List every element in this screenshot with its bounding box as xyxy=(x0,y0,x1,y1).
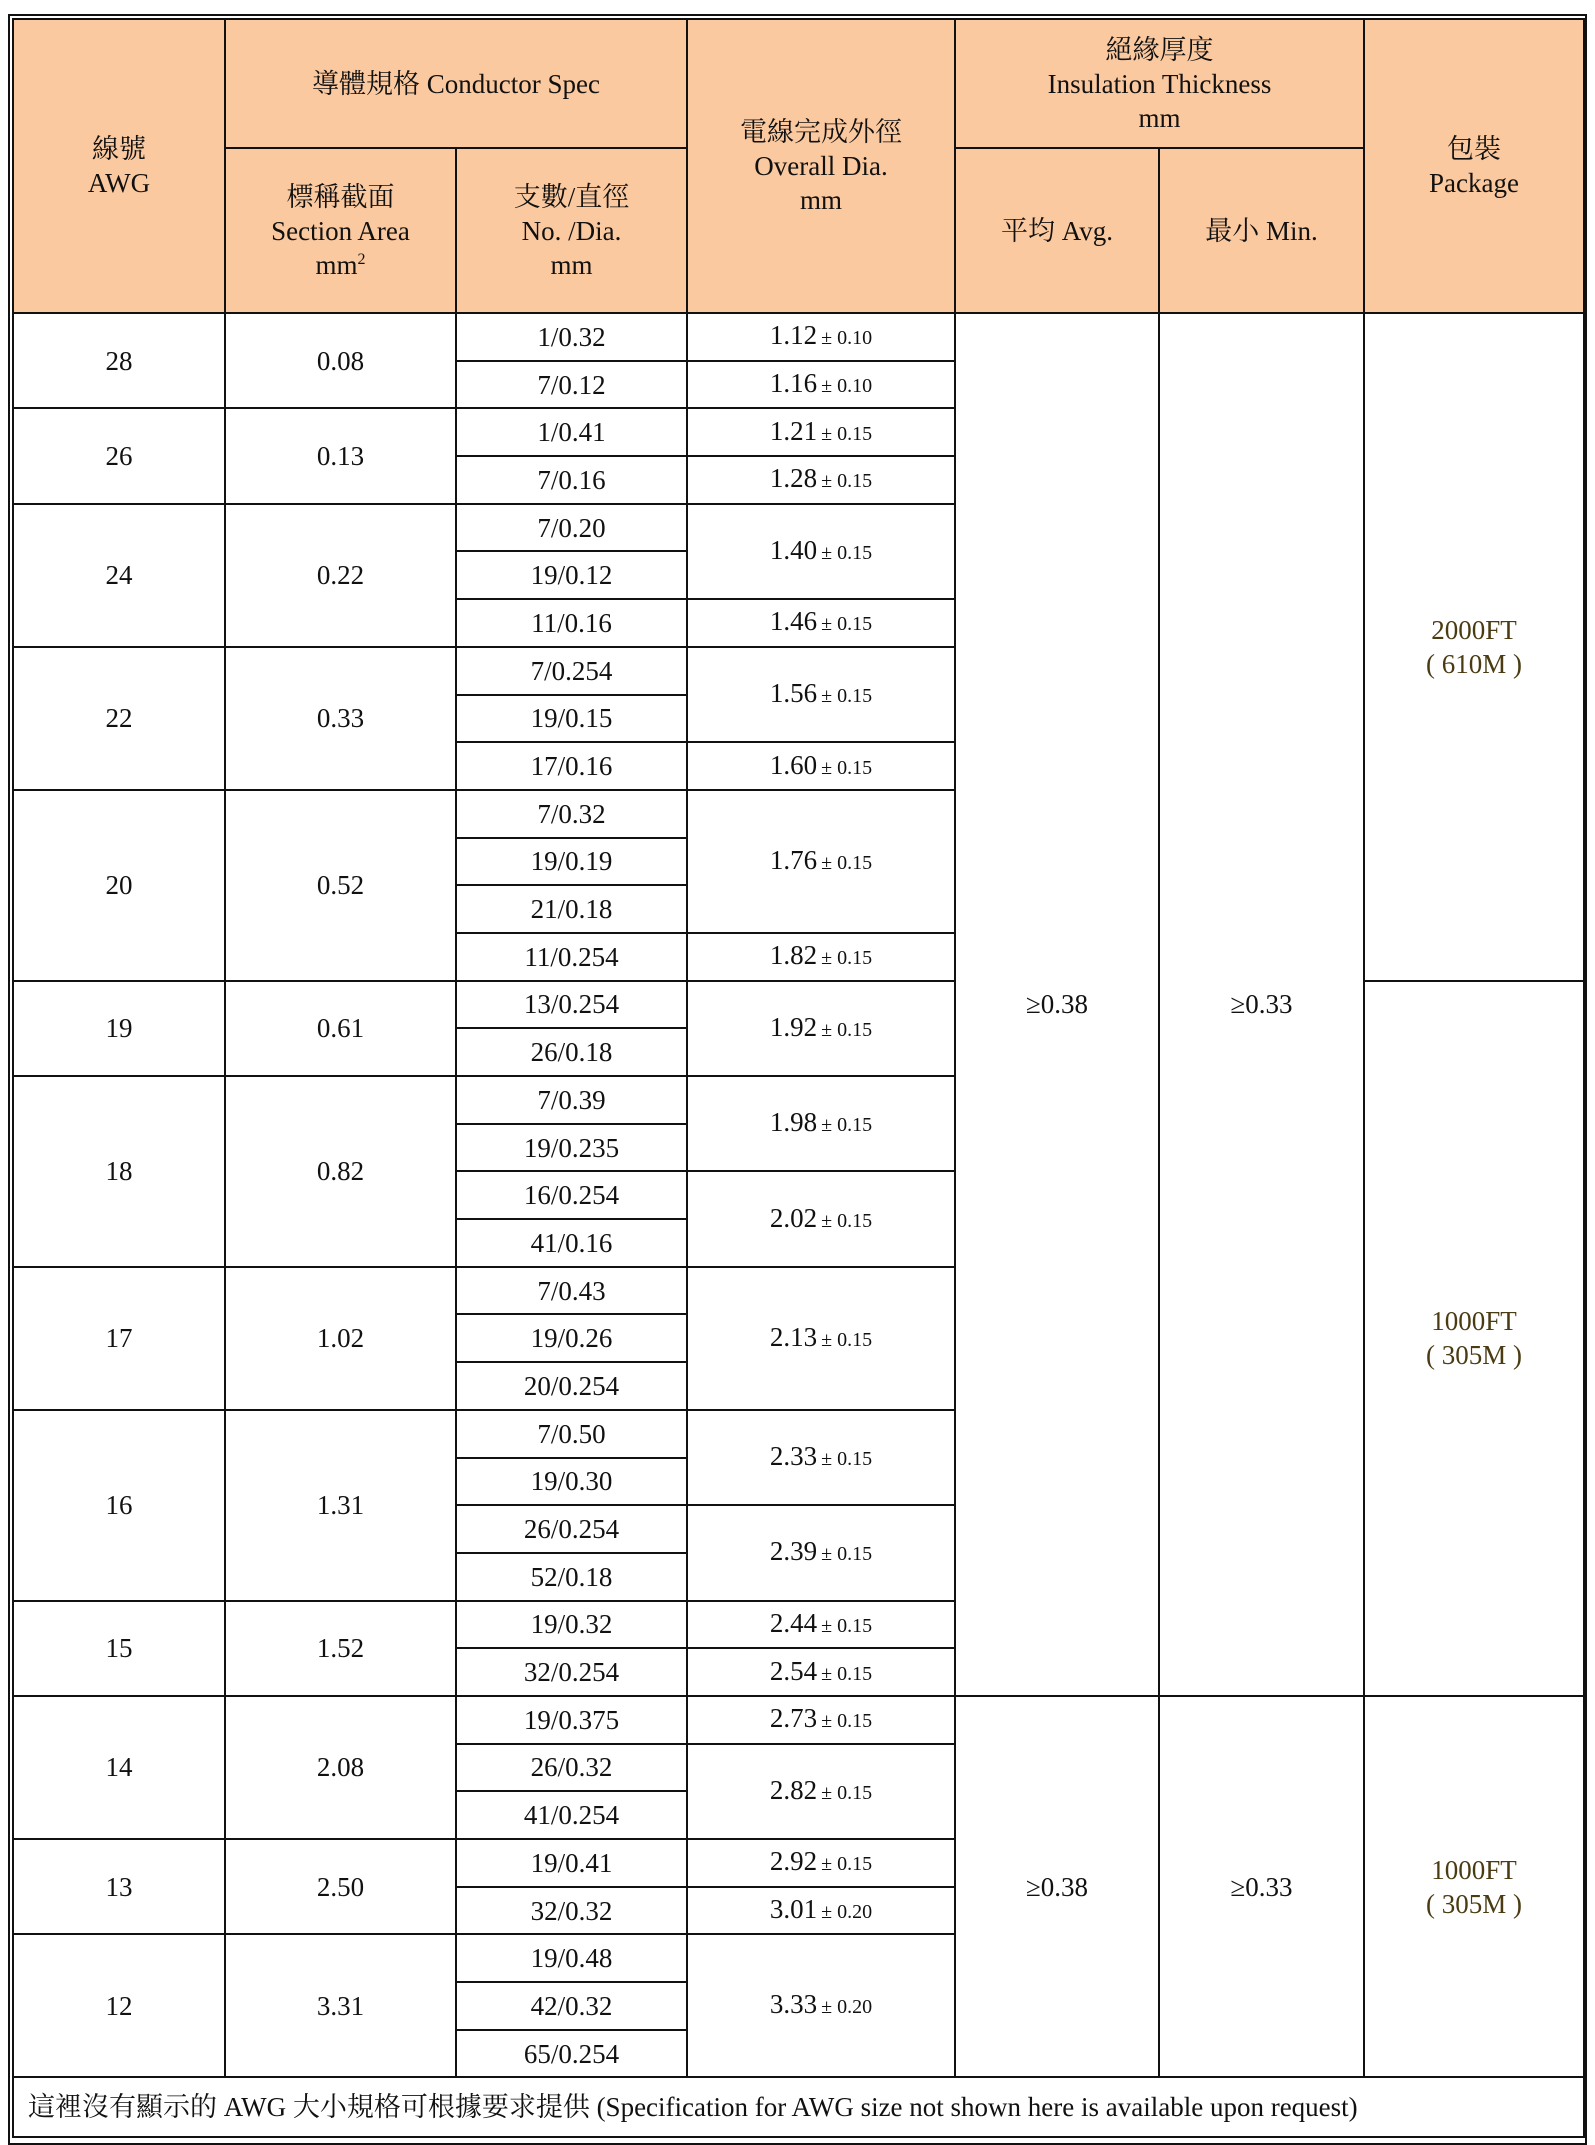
overall-dia-tolerance: ± 0.15 xyxy=(821,541,873,564)
avg-header: 平均 Avg. xyxy=(955,148,1159,313)
overall-dia-value: 1.28 xyxy=(769,463,818,494)
overall-dia-tolerance: ± 0.15 xyxy=(821,1853,873,1876)
strand-cell: 41/0.254 xyxy=(456,1791,687,1839)
footer-row xyxy=(13,2077,1584,2137)
awg-cell: 26 xyxy=(13,408,225,503)
overall-dia-value: 2.54 xyxy=(769,1655,818,1686)
overall-dia-value: 1.12 xyxy=(769,320,818,351)
overall-dia-tolerance: ± 0.15 xyxy=(821,1018,873,1041)
section-area-cell: 1.52 xyxy=(225,1601,456,1696)
overall-dia-tolerance: ± 0.15 xyxy=(821,1114,873,1137)
insulation-header xyxy=(955,19,1364,148)
overall-dia-value: 2.92 xyxy=(769,1846,818,1877)
awg-header-zh: 線號 xyxy=(92,134,146,164)
awg-cell: 14 xyxy=(13,1696,225,1839)
strand-cell: 7/0.254 xyxy=(456,647,687,695)
package-metric: ( 305M ) xyxy=(1426,1888,1522,1919)
overall-dia-value: 3.33 xyxy=(769,1989,818,2020)
package-header-zh: 包裝 xyxy=(1447,134,1501,164)
strand-header-en: No. /Dia. xyxy=(521,215,622,246)
strand-cell: 26/0.32 xyxy=(456,1744,687,1792)
overall-dia-cell xyxy=(687,1696,955,1744)
overall-dia-value: 2.82 xyxy=(769,1774,818,1805)
overall-dia-cell xyxy=(687,313,955,361)
overall-dia-cell xyxy=(687,1648,955,1696)
overall-dia-value: 2.02 xyxy=(769,1202,818,1233)
overall-dia-header-zh: 電線完成外徑 xyxy=(740,117,902,147)
insulation-avg-cell: ≥0.38 xyxy=(955,1696,1159,2078)
awg-cell: 12 xyxy=(13,1934,225,2077)
package-length: 2000FT xyxy=(1431,614,1517,645)
package-length: 1000FT xyxy=(1431,1306,1517,1337)
insulation-min-cell: ≥0.33 xyxy=(1159,1696,1364,2078)
insulation-header-en: Insulation Thickness xyxy=(1047,68,1272,99)
overall-dia-header xyxy=(687,19,955,313)
overall-dia-value: 2.39 xyxy=(769,1536,818,1567)
section-area-cell: 0.08 xyxy=(225,313,456,408)
overall-dia-cell xyxy=(687,742,955,790)
strand-cell: 17/0.16 xyxy=(456,742,687,790)
overall-dia-value: 2.13 xyxy=(769,1321,818,1352)
awg-cell: 17 xyxy=(13,1267,225,1410)
overall-dia-cell xyxy=(687,1076,955,1171)
strand-cell: 7/0.12 xyxy=(456,361,687,409)
package-metric: ( 610M ) xyxy=(1426,648,1522,679)
overall-dia-cell xyxy=(687,1744,955,1839)
section-area-cell: 0.33 xyxy=(225,647,456,790)
overall-dia-cell xyxy=(687,1267,955,1410)
section-area-header-unit: $mm^2$ xyxy=(315,249,366,280)
overall-dia-cell xyxy=(687,1410,955,1505)
insulation-avg-cell: ≥0.38 xyxy=(955,313,1159,1696)
strand-cell: 21/0.18 xyxy=(456,885,687,933)
strand-cell: 19/0.30 xyxy=(456,1458,687,1506)
overall-dia-value: 1.56 xyxy=(769,678,818,708)
section-area-cell: 1.02 xyxy=(225,1267,456,1410)
overall-dia-cell xyxy=(687,1839,955,1887)
insulation-header-unit: mm xyxy=(1138,102,1181,133)
awg-spec-table xyxy=(12,18,1585,2138)
overall-dia-header-unit: mm xyxy=(799,185,842,215)
strand-cell: 19/0.48 xyxy=(456,1934,687,1982)
awg-cell: 16 xyxy=(13,1410,225,1601)
overall-dia-cell xyxy=(687,408,955,456)
strand-cell: 13/0.254 xyxy=(456,981,687,1029)
strand-cell: 11/0.254 xyxy=(456,933,687,981)
overall-dia-tolerance: ± 0.15 xyxy=(821,685,873,707)
section-area-cell: 0.52 xyxy=(225,790,456,981)
min-header: 最小 Min. xyxy=(1159,148,1364,313)
strand-cell: 65/0.254 xyxy=(456,2030,687,2078)
overall-dia-value: 1.76 xyxy=(769,844,818,875)
overall-dia-value: 2.73 xyxy=(769,1703,818,1734)
strand-cell: 41/0.16 xyxy=(456,1219,687,1267)
overall-dia-value: 2.44 xyxy=(769,1607,818,1638)
insulation-min-cell: ≥0.33 xyxy=(1159,313,1364,1696)
overall-dia-tolerance: ± 0.15 xyxy=(821,1710,873,1733)
overall-dia-cell xyxy=(687,790,955,933)
awg-cell: 20 xyxy=(13,790,225,981)
overall-dia-tolerance: ± 0.15 xyxy=(821,1662,873,1685)
overall-dia-value: 3.01 xyxy=(769,1894,818,1925)
section-area-cell: 2.50 xyxy=(225,1839,456,1934)
section-area-cell: 2.08 xyxy=(225,1696,456,1839)
overall-dia-tolerance: ± 0.15 xyxy=(821,422,873,445)
overall-dia-cell xyxy=(687,933,955,981)
strand-cell: 19/0.15 xyxy=(456,695,687,743)
conductor-spec-header: 導體規格 Conductor Spec xyxy=(225,19,687,148)
strand-cell: 7/0.50 xyxy=(456,1410,687,1458)
awg-cell: 19 xyxy=(13,981,225,1076)
overall-dia-value: 1.21 xyxy=(769,415,818,446)
overall-dia-cell xyxy=(687,1601,955,1649)
overall-dia-value: 1.16 xyxy=(769,368,818,399)
section-area-cell: 0.61 xyxy=(225,981,456,1076)
awg-cell: 24 xyxy=(13,504,225,647)
overall-dia-value: 1.82 xyxy=(769,940,818,971)
section-area-header-en: Section Area xyxy=(271,215,410,246)
section-area-cell: 1.31 xyxy=(225,1410,456,1601)
strand-header-unit: mm xyxy=(550,249,593,280)
strand-header xyxy=(456,148,687,313)
overall-dia-value: 2.33 xyxy=(769,1441,818,1471)
overall-dia-tolerance: ± 0.15 xyxy=(821,756,873,779)
awg-header-en: AWG xyxy=(87,168,151,198)
strand-cell: 7/0.20 xyxy=(456,504,687,552)
overall-dia-tolerance: ± 0.15 xyxy=(821,1543,873,1566)
package-cell xyxy=(1364,1696,1584,2078)
table-row xyxy=(13,313,1584,361)
awg-header xyxy=(13,19,225,313)
overall-dia-cell xyxy=(687,504,955,599)
overall-dia-value: 1.60 xyxy=(769,749,818,780)
strand-cell: 19/0.19 xyxy=(456,838,687,886)
strand-cell: 16/0.254 xyxy=(456,1171,687,1219)
overall-dia-tolerance: ± 0.10 xyxy=(821,375,873,398)
overall-dia-value: 1.98 xyxy=(769,1107,818,1138)
overall-dia-tolerance: ± 0.15 xyxy=(821,1448,873,1470)
overall-dia-tolerance: ± 0.15 xyxy=(821,947,873,970)
strand-cell: 26/0.254 xyxy=(456,1505,687,1553)
awg-cell: 22 xyxy=(13,647,225,790)
overall-dia-tolerance: ± 0.15 xyxy=(821,1209,873,1232)
strand-cell: 11/0.16 xyxy=(456,599,687,647)
overall-dia-cell xyxy=(687,647,955,742)
section-area-cell: 0.22 xyxy=(225,504,456,647)
overall-dia-cell xyxy=(687,1934,955,2077)
awg-cell: 28 xyxy=(13,313,225,408)
overall-dia-cell xyxy=(687,1171,955,1266)
strand-cell: 19/0.12 xyxy=(456,551,687,599)
insulation-header-zh: 絕緣厚度 xyxy=(1105,34,1214,65)
footer-note: 這裡沒有顯示的 AWG 大小規格可根據要求提供 (Specification for AWG size not shown here is available upon request) xyxy=(13,2077,1584,2137)
overall-dia-tolerance: ± 0.15 xyxy=(821,1328,873,1351)
package-header xyxy=(1364,19,1584,313)
overall-dia-value: 1.46 xyxy=(769,606,818,637)
package-cell xyxy=(1364,313,1584,981)
awg-cell: 15 xyxy=(13,1601,225,1696)
overall-dia-tolerance: ± 0.10 xyxy=(821,327,873,350)
overall-dia-cell xyxy=(687,456,955,504)
strand-cell: 26/0.18 xyxy=(456,1028,687,1076)
table-row xyxy=(13,1696,1584,1744)
strand-cell: 7/0.39 xyxy=(456,1076,687,1124)
awg-cell: 18 xyxy=(13,1076,225,1267)
overall-dia-tolerance: ± 0.15 xyxy=(821,1614,873,1637)
overall-dia-cell xyxy=(687,1505,955,1600)
strand-cell: 32/0.32 xyxy=(456,1887,687,1935)
strand-cell: 19/0.41 xyxy=(456,1839,687,1887)
strand-header-zh: 支數/直徑 xyxy=(513,181,630,212)
overall-dia-cell xyxy=(687,599,955,647)
overall-dia-value: 1.40 xyxy=(769,534,818,565)
package-header-en: Package xyxy=(1429,168,1519,198)
strand-cell: 7/0.32 xyxy=(456,790,687,838)
overall-dia-tolerance: ± 0.20 xyxy=(821,1996,873,2019)
strand-cell: 19/0.26 xyxy=(456,1314,687,1362)
strand-cell: 20/0.254 xyxy=(456,1362,687,1410)
package-cell xyxy=(1364,981,1584,1696)
section-area-cell: 3.31 xyxy=(225,1934,456,2077)
strand-cell: 19/0.235 xyxy=(456,1124,687,1172)
section-area-cell: 0.13 xyxy=(225,408,456,503)
overall-dia-value: 1.92 xyxy=(769,1011,818,1042)
overall-dia-tolerance: ± 0.15 xyxy=(821,470,873,493)
strand-cell: 42/0.32 xyxy=(456,1982,687,2030)
strand-cell: 19/0.32 xyxy=(456,1601,687,1649)
strand-cell: 7/0.16 xyxy=(456,456,687,504)
overall-dia-tolerance: ± 0.15 xyxy=(821,1781,873,1804)
overall-dia-cell xyxy=(687,981,955,1076)
strand-cell: 52/0.18 xyxy=(456,1553,687,1601)
strand-cell: 1/0.32 xyxy=(456,313,687,361)
awg-cell: 13 xyxy=(13,1839,225,1934)
strand-cell: 19/0.375 xyxy=(456,1696,687,1744)
overall-dia-tolerance: ± 0.15 xyxy=(821,851,873,874)
section-area-header-zh: 標稱截面 xyxy=(286,181,395,212)
strand-cell: 1/0.41 xyxy=(456,408,687,456)
overall-dia-cell xyxy=(687,1887,955,1935)
strand-cell: 32/0.254 xyxy=(456,1648,687,1696)
overall-dia-cell xyxy=(687,361,955,409)
section-area-cell: 0.82 xyxy=(225,1076,456,1267)
overall-dia-tolerance: ± 0.15 xyxy=(821,613,873,636)
strand-cell: 7/0.43 xyxy=(456,1267,687,1315)
package-metric: ( 305M ) xyxy=(1426,1340,1522,1371)
overall-dia-header-en: Overall Dia. xyxy=(754,151,888,181)
overall-dia-tolerance: ± 0.20 xyxy=(821,1901,873,1924)
section-area-header xyxy=(225,148,456,313)
package-length: 1000FT xyxy=(1431,1854,1517,1885)
